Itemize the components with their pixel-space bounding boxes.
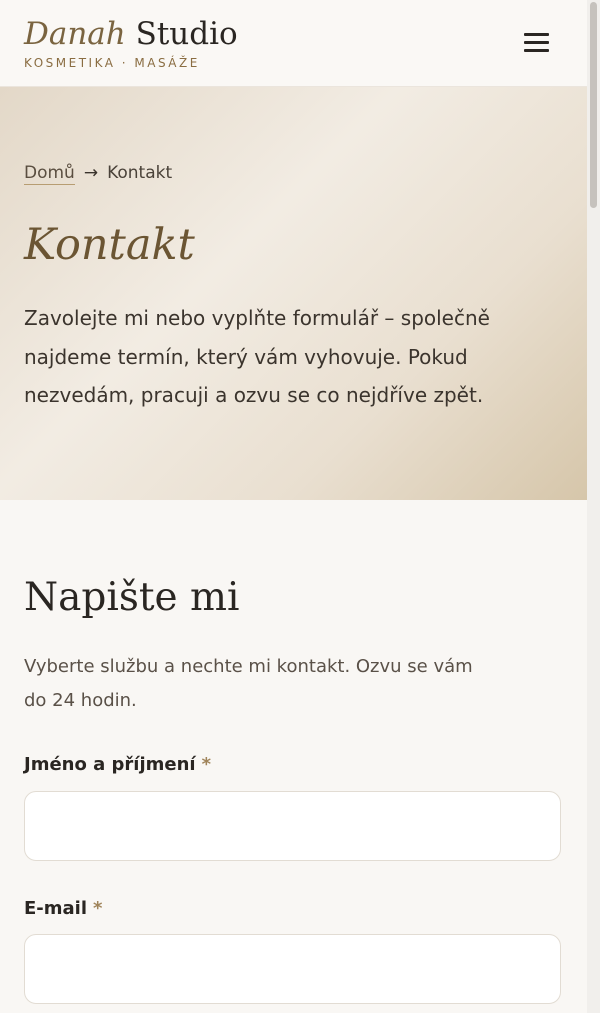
menu-bar [524,41,549,44]
breadcrumb [24,163,172,183]
name-field-label [24,752,211,778]
hamburger-menu-icon[interactable] [516,26,556,60]
email-field-label [24,896,102,922]
name-field-label-text: Jméno a příjmení [24,754,196,775]
brand-name-rest: Studio [135,16,238,52]
email-field-label-text: E-mail [24,898,88,919]
email-input[interactable] [24,934,561,1004]
arrow-right-icon: → [83,163,99,183]
required-marker: * [201,754,211,775]
site-header [0,0,587,87]
hero-banner [0,87,587,500]
brand-logo[interactable] [24,14,238,70]
page-scrollbar[interactable] [587,0,600,1013]
hero-description: Zavolejte mi nebo vyplňte formulář – společně najdeme termín, který vám vyhovuje. Pokud nezvedám, pracuji a ozvu se co nejdříve zpět. [24,306,490,407]
breadcrumb-current: Kontakt [107,163,173,183]
brand-name [24,14,238,54]
brand-tagline: KOSMETIKA · MASÁŽE [24,56,200,70]
form-section-intro: Vyberte službu a nechte mi kontakt. Ozvu se vám do 24 hodin. [24,656,473,711]
page-title: Kontakt [24,220,195,270]
menu-bar [524,33,549,36]
menu-bar [524,49,549,52]
scrollbar-thumb[interactable] [590,2,597,208]
required-marker: * [93,898,103,919]
breadcrumb-home-link[interactable]: Domů [24,163,75,183]
brand-name-accent: Danah [24,16,126,52]
name-input[interactable] [24,791,561,861]
form-section-title: Napište mi [24,575,240,620]
